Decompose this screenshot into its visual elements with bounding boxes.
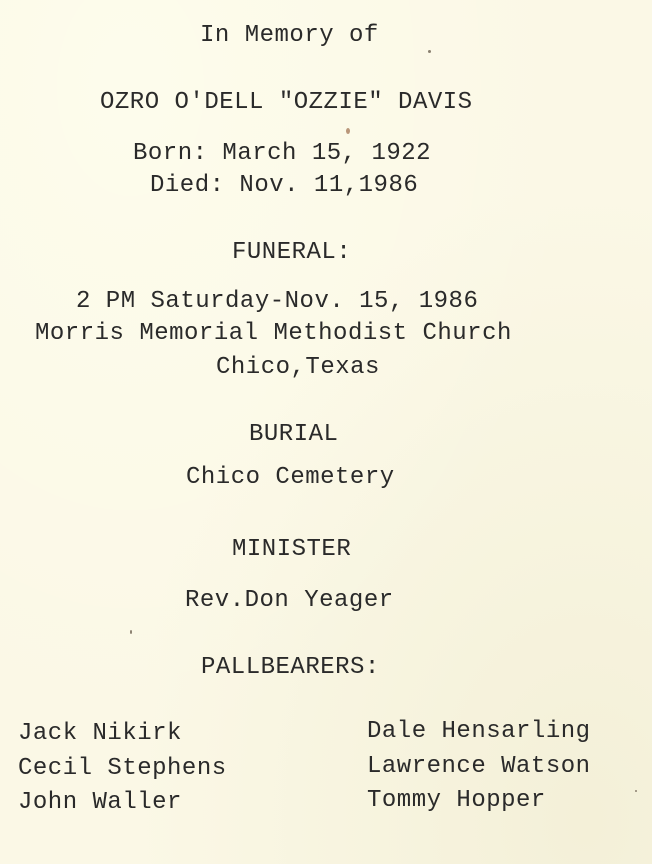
paper-speck	[346, 128, 350, 134]
paper-speck	[130, 630, 132, 634]
funeral-datetime: 2 PM Saturday-Nov. 15, 1986	[76, 288, 479, 315]
deceased-name: OZRO O'DELL "OZZIE" DAVIS	[100, 89, 473, 116]
pallbearer-right-1: Dale Hensarling	[367, 718, 591, 745]
funeral-location: Chico,Texas	[216, 354, 380, 381]
paper-speck	[635, 790, 637, 792]
burial-place: Chico Cemetery	[186, 464, 395, 491]
funeral-church: Morris Memorial Methodist Church	[35, 320, 512, 347]
pallbearer-left-1: Jack Nikirk	[18, 720, 182, 747]
born-date: Born: March 15, 1922	[133, 140, 432, 167]
pallbearer-left-2: Cecil Stephens	[18, 755, 227, 782]
burial-label: BURIAL	[249, 421, 339, 448]
pallbearer-right-3: Tommy Hopper	[367, 787, 546, 814]
pallbearers-label: PALLBEARERS:	[201, 654, 380, 681]
minister-label: MINISTER	[232, 536, 352, 563]
heading: In Memory of	[200, 22, 379, 49]
funeral-label: FUNERAL:	[232, 239, 352, 266]
pallbearer-right-2: Lawrence Watson	[367, 753, 591, 780]
minister-name: Rev.Don Yeager	[185, 587, 394, 614]
died-date: Died: Nov. 11,1986	[150, 172, 419, 199]
pallbearer-left-3: John Waller	[18, 789, 182, 816]
paper-speck	[428, 50, 431, 53]
